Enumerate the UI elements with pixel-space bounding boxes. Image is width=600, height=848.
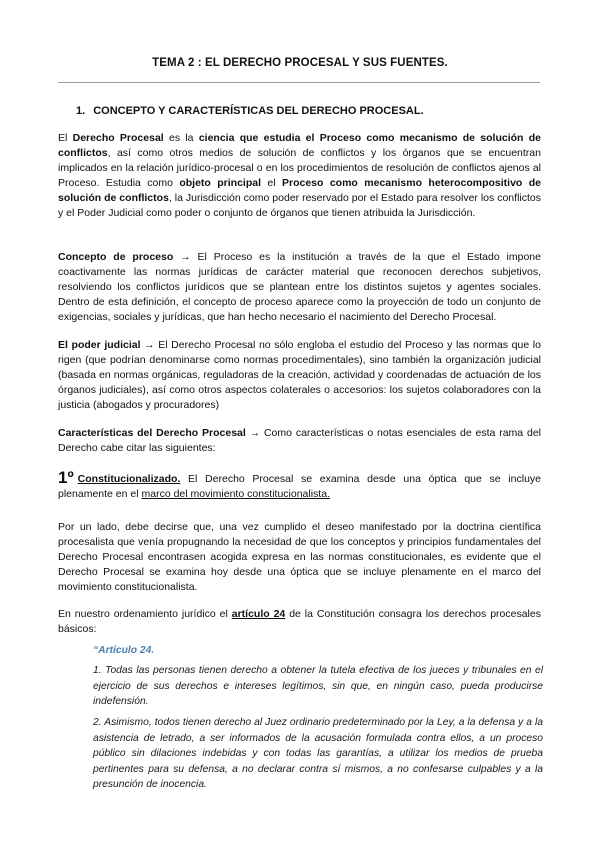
section-number: 1.	[76, 105, 86, 117]
paragraph-poder-judicial: El poder judicial → El Derecho Procesal no sólo engloba el estudio del Proceso y las normas que lo rigen (que podrían denominarse como normas procedimentales), sino también la organización judicial (basada en normas orgánicas, reguladoras de la creación, actividad y coordenadas de actuación de los órganos judiciales), así como otros aspectos colaterales o accesorios: los sujetos colaboradores con la justicia (abogados y procuradores)	[58, 339, 541, 411]
page-title: TEMA 2 : EL DERECHO PROCESAL Y SUS FUENTES.	[152, 57, 448, 69]
quote-paragraph-1: 1. Todas las personas tienen derecho a obtener la tutela efectiva de los jueces y tribunales en el ejercicio de sus derechos e intereses legítimos, sin que, en ningún caso, pueda producirse indefensión.	[93, 665, 543, 707]
paragraph-constitucionalizado: 1º Constitucionalizado. El Derecho Procesal se examina desde una óptica que se incluye plenamente en el marco del movimiento constitucionalista.	[58, 468, 541, 500]
paragraph-definition: El Derecho Procesal es la ciencia que estudia el Proceso como mecanismo de solución de conflictos, así como otros medios de solución de conflictos y los órganos que se encuentran implicados en la relación jurídico-procesal o en los procedimientos de resolución de conflictos ajenos al Proceso. Estudia como objeto principal el Proceso como mecanismo heterocompositivo de solución de conflictos, la Jurisdicción como poder reservado por el Estado para resolver los conflictos y el Poder Judicial como poder o conjunto de órganos que tienen atribuida la Jurisdicción.	[58, 132, 542, 219]
paragraph-caracteristicas: Características del Derecho Procesal → Como características o notas esenciales de esta rama del Derecho cabe citar las siguientes:	[58, 427, 541, 454]
quote-paragraph-2: 2. Asimismo, todos tienen derecho al Juez ordinario predeterminado por la Ley, a la defensa y a la asistencia de letrado, a ser informados de la acusación formulada contra ellos, a un proceso público sin dilaciones indebidas y con todas las garantías, a utilizar los medios de prueba pertinentes para su defensa, a no declarar contra sí mismos, a no confesarse culpables y a la presunción de inocencia.	[93, 717, 543, 790]
paragraph-doctrina: Por un lado, debe decirse que, una vez cumplido el deseo manifestado por la doctrina científica procesalista que venía propugnando la necesidad de que los conceptos y principios fundamentales del Derecho Procesal encontrasen acogida expresa en las normas constitucionales, es evidente que el Derecho Procesal se examina hoy desde una óptica que se incluye plenamente en el marco del movimiento constitucionalista.	[58, 521, 541, 593]
section-title: CONCEPTO Y CARACTERÍSTICAS DEL DERECHO PROCESAL.	[93, 105, 424, 117]
paragraph-concepto-proceso: Concepto de proceso → El Proceso es la institución a través de la que el Estado impone coactivamente las normas jurídicas de carácter material que reconocen derechos subjetivos, resolviendo los conflictos jurídicos que se plantean entre los distintos sujetos y agentes sociales. Dentro de esta definición, el concepto de proceso aparece como la proyección de todo un conjunto de exigencias, sociales y jurídicas, que han hecho necesario el nacimiento del Derecho Procesal.	[58, 251, 541, 323]
title-divider	[58, 82, 540, 83]
paragraph-articulo-24: En nuestro ordenamiento jurídico el artículo 24 de la Constitución consagra los derechos procesales básicos:	[58, 608, 541, 635]
section-heading	[76, 105, 424, 117]
quote-title: “Artículo 24.	[93, 645, 155, 656]
